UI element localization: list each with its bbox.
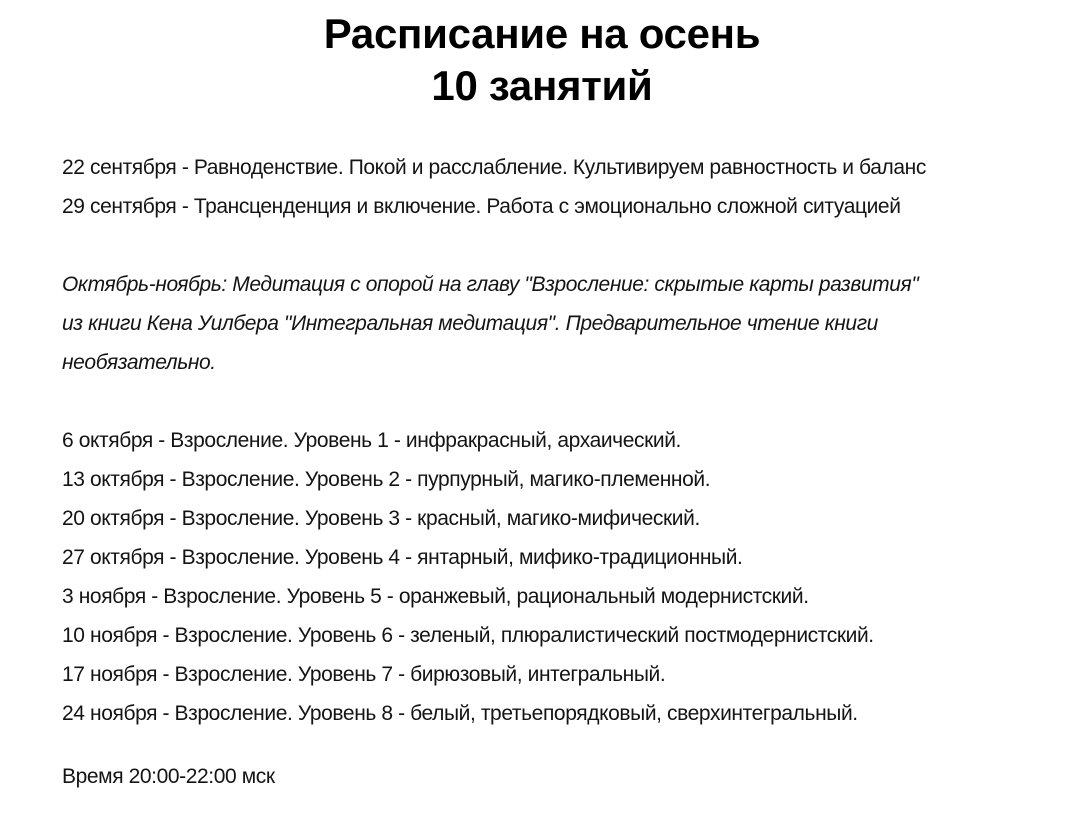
oct-nov-sessions (62, 421, 1052, 733)
title-line-2: 10 занятий (431, 62, 653, 109)
list-item: 29 сентября - Трансценденция и включение. Работа с эмоционально сложной ситуацией (62, 195, 901, 218)
intro-line: необязательно. (62, 351, 216, 374)
list-item: 3 ноября - Взросление. Уровень 5 - оранжевый, рациональный модернистский. (62, 585, 809, 608)
list-item: 6 октября - Взросление. Уровень 1 - инфракрасный, архаический. (62, 429, 681, 452)
oct-nov-intro (62, 265, 1052, 382)
list-item: 24 ноября - Взросление. Уровень 8 - белый, третьепорядковый, сверхинтегральный. (62, 702, 858, 725)
spacer (62, 226, 1052, 265)
list-item: 17 ноября - Взросление. Уровень 7 - бирюзовый, интегральный. (62, 663, 666, 686)
spacer (62, 382, 1052, 421)
intro-line: из книги Кена Уилбера "Интегральная медитация". Предварительное чтение книги (62, 312, 878, 335)
page-title (0, 8, 1070, 112)
time-note: Время 20:00-22:00 мск (62, 765, 275, 788)
schedule-body (62, 148, 1052, 796)
list-item: 27 октября - Взросление. Уровень 4 - янтарный, мифико-традиционный. (62, 546, 743, 569)
september-sessions (62, 148, 1052, 226)
list-item: 20 октября - Взросление. Уровень 3 - красный, магико-мифический. (62, 507, 700, 530)
list-item: 22 сентября - Равноденствие. Покой и расслабление. Культивируем равностность и баланс (62, 156, 926, 179)
list-item: 10 ноября - Взросление. Уровень 6 - зеленый, плюралистический постмодернистский. (62, 624, 874, 647)
title-line-1: Расписание на осень (323, 10, 761, 57)
spacer (62, 733, 1052, 757)
list-item: 13 октября - Взросление. Уровень 2 - пурпурный, магико-племенной. (62, 468, 711, 491)
intro-line: Октябрь-ноябрь: Медитация с опорой на главу "Взросление: скрытые карты развития" (62, 273, 919, 296)
